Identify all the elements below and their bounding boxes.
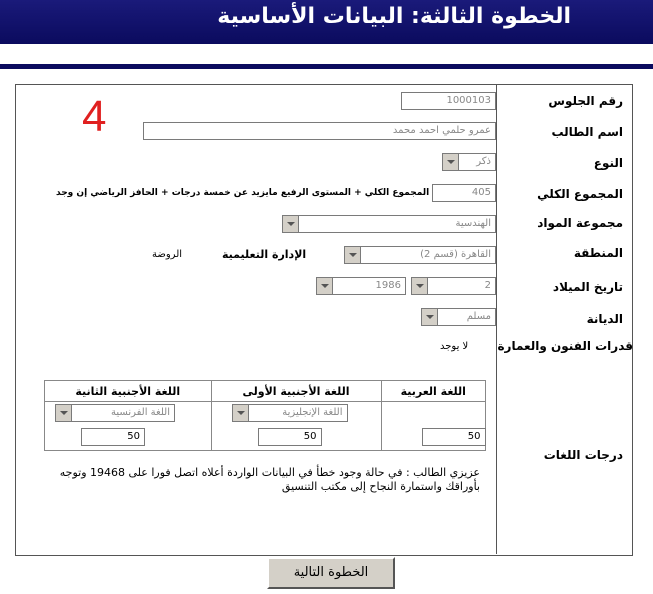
total-note: المجموع الكلي + المستوى الرفيع مايزيد عن خمسة درجات + الحافز الرياضي إن وجد [56,188,430,198]
birth-date-label: تاريخ الميلاد [552,280,623,294]
region-value: القاهرة (قسم 2) [420,249,491,260]
first-foreign-cell [211,402,381,451]
religion-select[interactable] [421,308,496,326]
student-name-field[interactable]: عمرو حلمي احمد محمد [143,122,496,140]
subjects-group-select[interactable] [282,215,496,233]
seat-number-label: رقم الجلوس [548,94,623,108]
arabic-header: اللغة العربية [381,381,485,402]
student-name-label: اسم الطالب [551,125,623,139]
first-foreign-language-value: اللغة الإنجليزية [282,407,343,418]
gender-select[interactable] [442,153,496,171]
notice-text: عزيزي الطالب : في حالة وجود خطأ في البيانات الواردة أعلاه اتصل فورا على 19468 وتوجه بأوراقك واستمارة النجاح إلى مكتب التنسيق [59,466,480,493]
birth-month-select[interactable] [411,277,496,295]
arabic-cell [381,402,485,451]
region-label: المنطقة [573,246,623,260]
chevron-down-icon[interactable] [317,278,333,294]
admin-label: الإدارة التعليمية [222,248,307,261]
languages-table [44,380,486,451]
arabic-score-field[interactable]: 50 [422,428,486,446]
label-column-divider [496,84,497,554]
subjects-group-label: مجموعة المواد [537,216,623,230]
page-title: الخطوة الثالثة: البيانات الأساسية [217,4,571,29]
chevron-down-icon[interactable] [56,405,72,421]
birth-month-value: 2 [484,280,491,291]
subjects-group-value: الهندسية [455,218,491,229]
gender-label: النوع [593,156,623,170]
admin-value: الروضة [152,249,183,260]
birth-year-select[interactable] [316,277,406,295]
religion-value: مسلم [466,311,491,322]
header [0,0,653,44]
next-step-button[interactable]: الخطوة التالية [267,557,395,589]
annotation-number: 4 [82,92,107,141]
second-foreign-header: اللغة الأجنبية الثانية [45,381,212,402]
birth-year-value: 1986 [375,280,401,291]
first-foreign-score-field[interactable]: 50 [258,428,322,446]
chevron-down-icon[interactable] [283,216,299,232]
chevron-down-icon[interactable] [443,154,459,170]
second-foreign-cell [45,402,212,451]
second-foreign-language-select[interactable] [55,404,175,422]
first-foreign-language-select[interactable] [232,404,348,422]
total-label: المجموع الكلي [537,187,623,201]
first-foreign-header: اللغة الأجنبية الأولى [211,381,381,402]
arts-ability-value: لا يوجد [440,341,469,352]
chevron-down-icon[interactable] [233,405,249,421]
seat-number-field[interactable]: 1000103 [401,92,496,110]
chevron-down-icon[interactable] [422,309,438,325]
gender-value: ذكر [476,156,491,167]
religion-label: الديانة [586,312,623,326]
arts-ability-label: قدرات الفنون والعمارة [497,339,633,353]
region-select[interactable] [344,246,496,264]
second-foreign-language-value: اللغة الفرنسية [111,407,170,418]
second-foreign-score-field[interactable]: 50 [81,428,145,446]
chevron-down-icon[interactable] [412,278,428,294]
divider [0,64,653,69]
chevron-down-icon[interactable] [345,247,361,263]
languages-label: درجات اللغات [543,448,623,462]
total-field[interactable]: 405 [432,184,496,202]
